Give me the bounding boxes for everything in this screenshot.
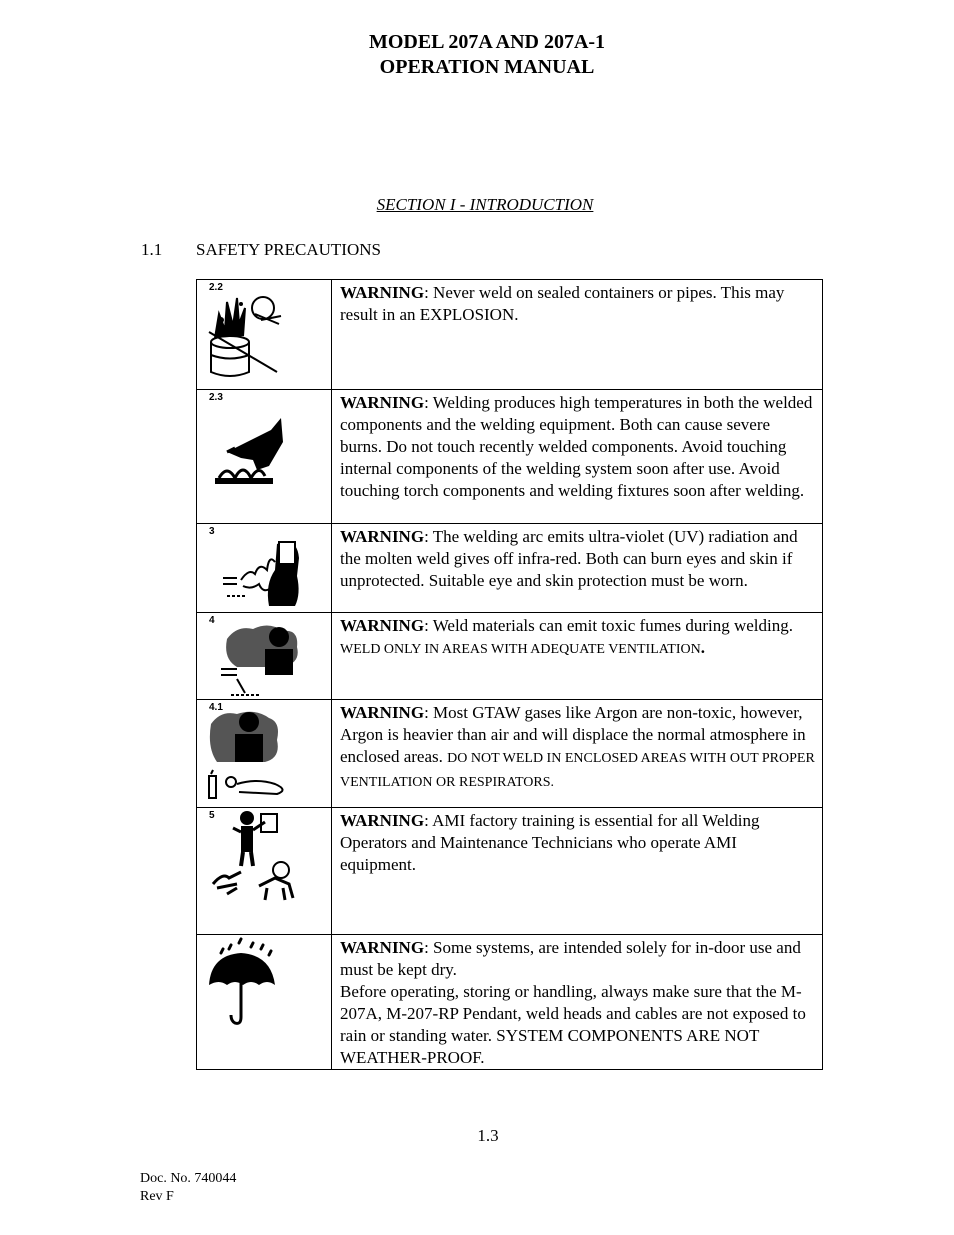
hot-surface-hand-icon [197,390,331,524]
warning-code: 2.2 [209,282,223,293]
warning-label: WARNING [340,938,425,957]
warning-code: 5 [209,810,215,821]
subsection-number: 1.1 [141,240,163,259]
warning-body: : The welding arc emits ultra-violet (UV) radiation and the molten weld gives off infra-red. Both can burn eyes and skin if unprotected. Suitable eye and skin protection must be worn. [340,527,798,590]
warning-code: 4.1 [209,702,223,713]
arc-radiation-welder-icon [197,524,331,613]
explosion-drum-icon [197,280,331,390]
warning-text [332,390,823,524]
section-heading: SECTION I - INTRODUCTION [376,195,594,214]
warning-text [332,935,823,1070]
warning-label: WARNING [340,616,425,635]
warning-icon-cell [197,280,332,390]
warning-icon-cell [197,613,332,700]
warning-emphasis: WELD ONLY IN AREAS WITH ADEQUATE VENTILATION [340,642,701,657]
title-line-2: OPERATION MANUAL [379,56,595,78]
warning-label: WARNING [340,283,425,302]
warning-label: WARNING [340,703,425,722]
title-line-1: MODEL 207A AND 207A-1 [368,31,606,53]
warning-row [197,524,823,613]
gas-asphyxiation-icon [197,700,331,808]
warning-text [332,613,823,700]
subsection-heading [141,240,381,260]
document-title [0,30,954,80]
safety-warnings-table [196,279,823,1070]
warning-icon-cell [197,524,332,613]
doc-number: Doc. No. 740044 [140,1171,237,1186]
warning-body: : Weld materials can emit toxic fumes during welding. [424,616,793,635]
warning-label: WARNING [340,811,425,830]
page-number: 1.3 [477,1126,499,1145]
revision: Rev F [140,1189,174,1204]
warning-body: : Most GTAW gases like Argon are non-toxic, however, Argon is heavier than air and will displace the normal atmosphere in enclosed areas. [340,703,806,766]
warning-row [197,390,823,524]
warning-code: 2.3 [209,392,223,403]
warning-text [332,700,823,808]
warning-icon-cell [197,935,332,1070]
umbrella-rain-icon [197,935,331,1068]
training-instructor-icon [197,808,331,935]
warning-emphasis: DO NOT WELD IN ENCLOSED AREAS WITH OUT PROPER VENTILATION OR RESPIRATORS. [340,751,815,790]
warning-body: : AMI factory training is essential for all Welding Operators and Maintenance Technicians who operate AMI equipment. [340,811,760,874]
warning-icon-cell [197,390,332,524]
warning-row [197,808,823,935]
toxic-fumes-icon [197,613,331,700]
warning-icon-cell [197,700,332,808]
warning-text [332,808,823,935]
warning-text [332,280,823,390]
warning-body: : Never weld on sealed containers or pipes. This may result in an EXPLOSION. [340,283,785,324]
subsection-title: SAFETY PRECAUTIONS [196,240,381,259]
warning-code: 3 [209,526,215,537]
warning-label: WARNING [340,527,425,546]
warning-body: : Welding produces high temperatures in both the welded components and the welding equipment. Both can cause severe burns. Do not touch recently welded components. Avoid touching internal components of the welding system soon after use. Avoid touching torch components and welding fixtures soon after welding. [340,393,813,500]
warning-row [197,935,823,1070]
warning-icon-cell [197,808,332,935]
document-info [140,1170,236,1206]
warning-text [332,524,823,613]
warning-row [197,700,823,808]
warning-row [197,613,823,700]
warning-body: : Some systems, are intended solely for in-door use and must be kept dry. [340,938,801,979]
warning-emphasis-tail: . [700,638,705,657]
warning-body-continued: Before operating, storing or handling, always make sure that the M-207A, M-207-RP Pendant, weld heads and cables are not exposed to rain or standing water. SYSTEM COMPONENTS ARE NOT WEATHER-PROOF. [340,982,806,1067]
warning-code: 4 [209,615,215,626]
warning-row [197,280,823,390]
warning-label: WARNING [340,393,425,412]
